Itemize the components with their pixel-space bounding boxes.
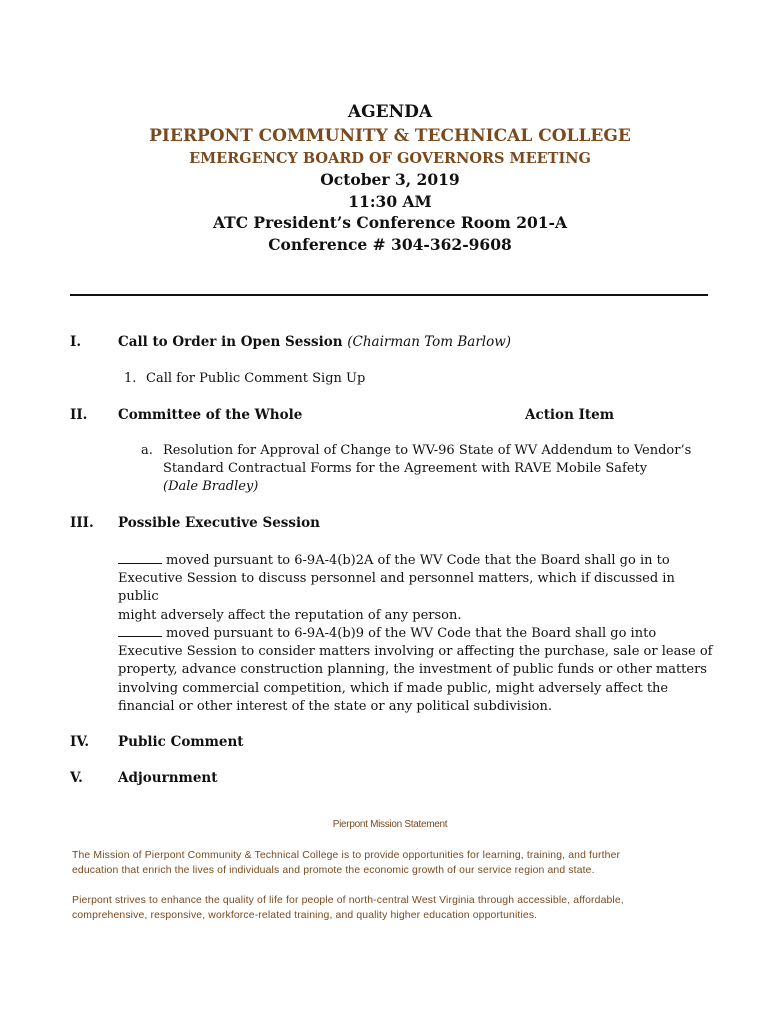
para-2-line-5: financial or other interest of the state or any political subdivision. [118, 698, 553, 714]
para-1-line-1-text: moved pursuant to 6-9A-4(b)2A of the WV Code that the Board shall go in to [166, 553, 670, 568]
para-2-line-1 [118, 624, 718, 643]
section-1-number: I. [70, 334, 82, 350]
action-item-label: Action Item [525, 407, 615, 423]
section-1-note: (Chairman Tom Barlow) [347, 334, 512, 350]
motion-blank-2 [118, 624, 162, 637]
para-1-line-1 [118, 551, 718, 570]
para-2-line-2: Executive Session to consider matters involving or affecting the purchase, sale or lease of [118, 644, 713, 660]
college-name: PIERPONT COMMUNITY & TECHNICAL COLLEGE [149, 126, 631, 146]
section-3-number: III. [70, 515, 94, 531]
section-2-item-presenter: (Dale Bradley) [163, 479, 259, 495]
para-2-line-1-text: moved pursuant to 6-9A-4(b)9 of the WV Code that the Board shall go into [166, 626, 657, 641]
agenda-header [70, 100, 710, 255]
executive-session-paragraph-2 [118, 624, 718, 716]
meeting-date: October 3, 2019 [320, 170, 460, 189]
mission-p1-line-1: The Mission of Pierpont Community & Technical College is to provide opportunities for learning, training, and further [72, 850, 621, 861]
section-5-number: V. [70, 770, 83, 786]
mission-p2-line-1: Pierpont strives to enhance the quality of life for people of north-central West Virginia through accessible, affordable, [72, 895, 624, 906]
section-1-item-number: 1. [124, 371, 137, 386]
section-1-title [118, 334, 511, 350]
section-2-title: Committee of the Whole [118, 407, 303, 423]
mission-p2-line-2: comprehensive, responsive, workforce-related training, and quality higher education opportunities. [72, 909, 538, 921]
para-2-line-3: property, advance construction planning, the investment of public funds or other matters [118, 662, 707, 678]
meeting-location: ATC President’s Conference Room 201-A [212, 213, 568, 232]
mission-title: Pierpont Mission Statement [332, 819, 448, 830]
para-2-line-4: involving commercial competition, which if made public, might adversely affect the [118, 680, 669, 696]
section-2-item-text [163, 442, 703, 497]
section-4-number: IV. [70, 734, 90, 750]
executive-session-paragraph-1 [118, 551, 718, 625]
mission-p1-line-2: education that enrich the lives of individuals and promote the economic growth of our service region and state. [72, 864, 595, 876]
section-2-item-number: a. [141, 443, 153, 458]
section-5-title: Adjournment [118, 770, 218, 786]
section-2-item-line-1: Resolution for Approval of Change to WV-96 State of WV Addendum to Vendor’s [163, 443, 692, 458]
section-2-number: II. [70, 407, 88, 423]
header-divider [70, 294, 708, 296]
meeting-time: 11:30 AM [348, 191, 432, 211]
meeting-name: EMERGENCY BOARD OF GOVERNORS MEETING [189, 150, 591, 167]
para-1-line-3: might adversely affect the reputation of any person. [118, 607, 462, 623]
section-1-title-text: Call to Order in Open Session [118, 334, 343, 350]
section-3-title: Possible Executive Session [118, 515, 320, 531]
agenda-title: AGENDA [347, 102, 433, 122]
mission-paragraph-2 [72, 894, 712, 923]
section-1-item-text: Call for Public Comment Sign Up [146, 371, 366, 386]
motion-blank-1 [118, 551, 162, 564]
section-4-title: Public Comment [118, 734, 244, 750]
para-1-line-2: Executive Session to discuss personnel and personnel matters, which if discussed in public [118, 571, 675, 605]
section-2-item-line-2: Standard Contractual Forms for the Agreement with RAVE Mobile Safety [163, 461, 648, 477]
mission-paragraph-1 [72, 849, 712, 878]
conference-number: Conference # 304-362-9608 [268, 234, 512, 254]
